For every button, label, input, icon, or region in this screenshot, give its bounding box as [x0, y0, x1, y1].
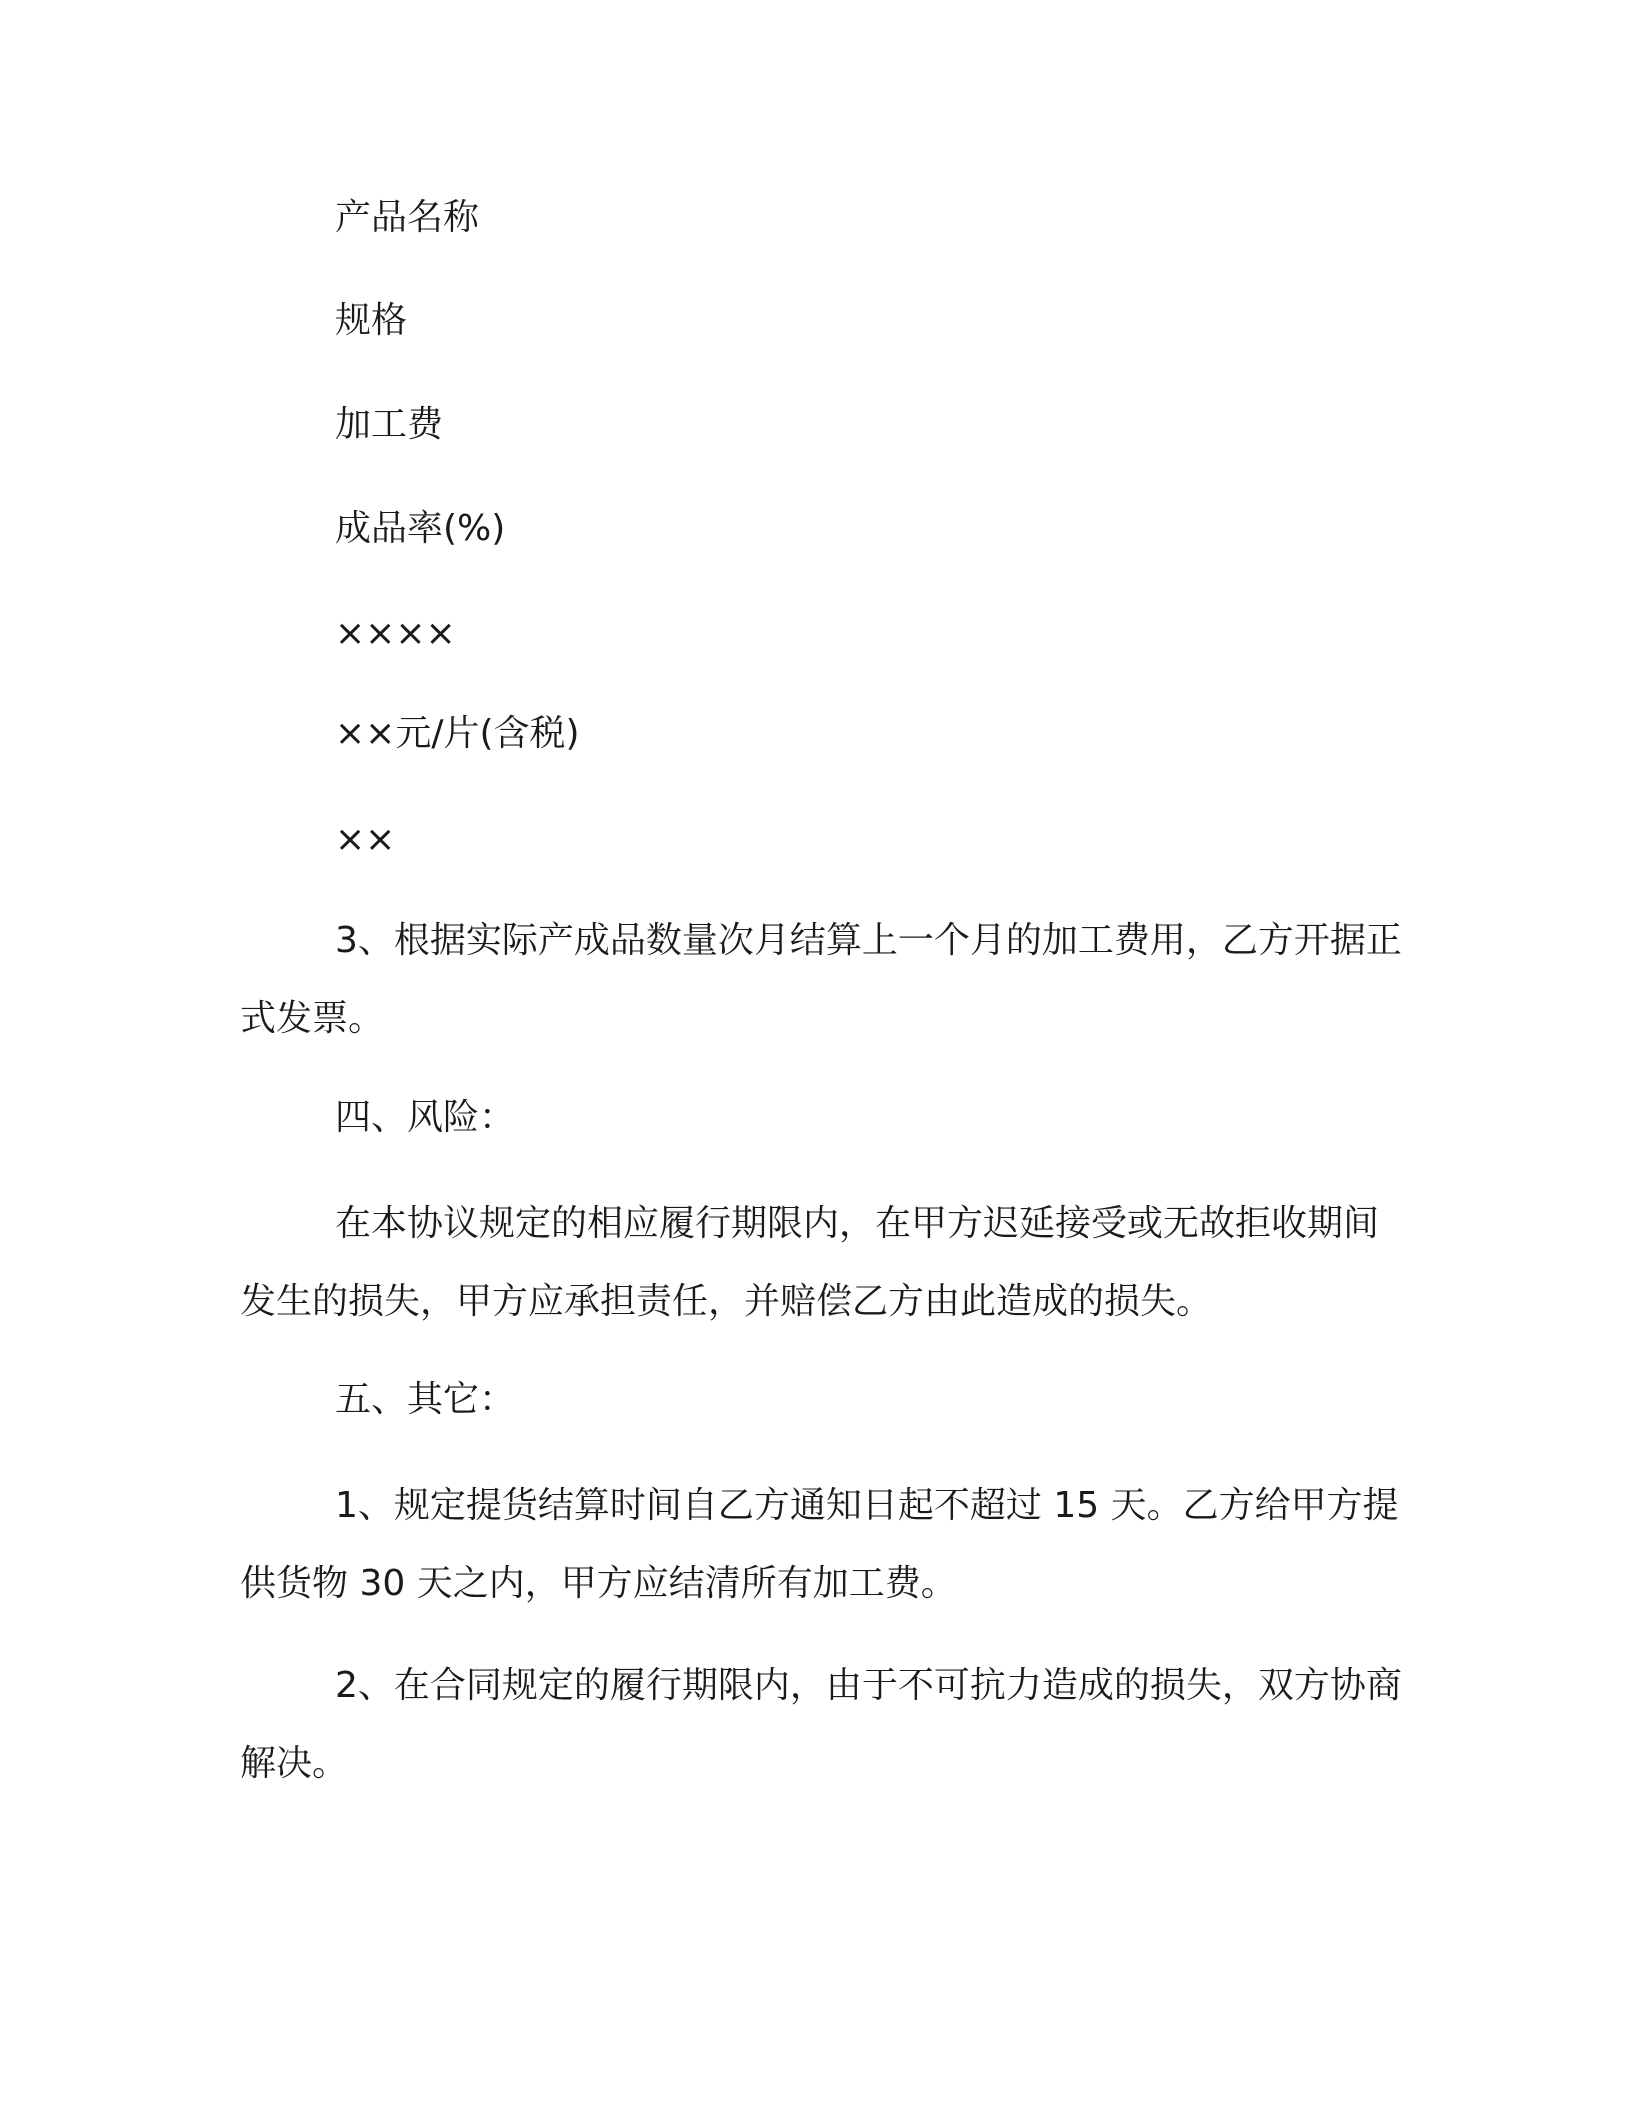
section-risk-heading: 四、风险： — [335, 1097, 516, 1138]
table-cell-processing-fee-value: ××元/片(含税) — [335, 713, 580, 754]
table-cell-product-name: 产品名称 — [335, 197, 480, 238]
paragraph-settlement: 3、根据实际产成品数量次月结算上一个月的加工费用，乙方开据正式发票。 — [240, 920, 1402, 1039]
paragraph-other-item-1: 1、规定提货结算时间自乙方通知日起不超过 15 天。乙方给甲方提供货物 30 天之内，甲方应结清所有加工费。 — [240, 1485, 1399, 1604]
paragraph-other-item-2: 2、在合同规定的履行期限内，由于不可抗力造成的损失，双方协商解决。 — [240, 1665, 1402, 1784]
paragraph-risk: 在本协议规定的相应履行期限内，在甲方迟延接受或无故拒收期间发生的损失，甲方应承担责任，并赔偿乙方由此造成的损失。 — [240, 1203, 1380, 1322]
table-cell-yield-rate-value: ×× — [335, 819, 396, 860]
table-cell-processing-fee: 加工费 — [335, 404, 444, 445]
table-cell-spec: 规格 — [335, 300, 408, 341]
table-cell-product-name-value: ×××× — [335, 613, 456, 654]
section-other-heading: 五、其它： — [335, 1379, 516, 1420]
table-cell-yield-rate: 成品率(%) — [335, 508, 506, 549]
